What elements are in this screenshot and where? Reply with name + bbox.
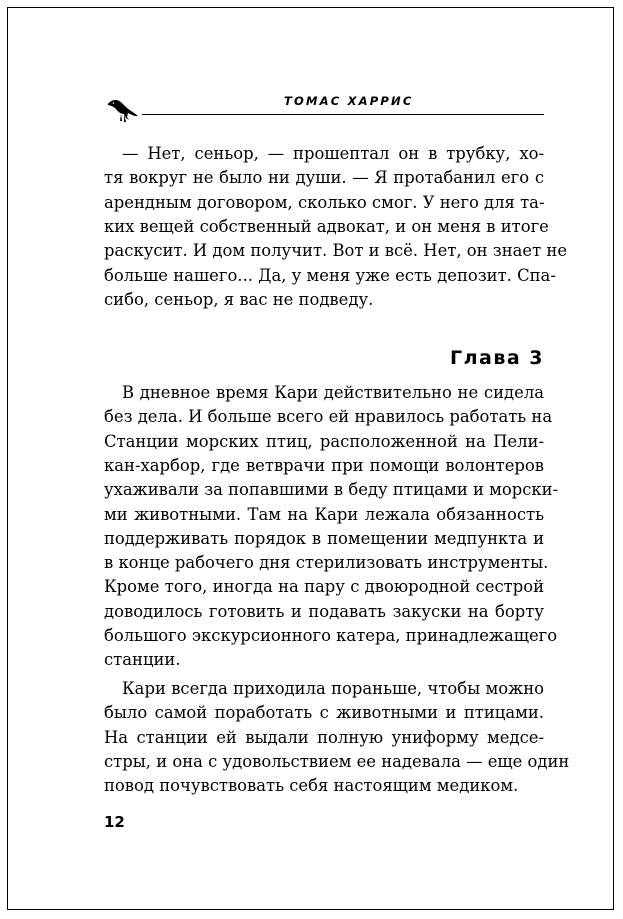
- author-name: ТОМАС ХАРРИС: [284, 94, 414, 108]
- header-rule: [142, 114, 544, 115]
- text-line: поддерживать порядок в помещении медпункта и: [104, 528, 544, 548]
- text-line: стры, и она с удовольствием ее надевала — еще один: [104, 751, 570, 771]
- text-line: — Нет, сеньор, — прошептал он в трубку, хо-: [122, 144, 544, 163]
- raven-icon: [104, 92, 140, 124]
- text-line: ких вещей собственный адвокат, и он меня в итоге: [104, 216, 549, 236]
- text-line: было самой поработать с животными и птицами.: [104, 703, 544, 723]
- text-line: арендным договором, сколько смог. У него для та-: [104, 192, 545, 212]
- text-line: тя вокруг не было ни души. — Я протабанил его с: [104, 168, 544, 188]
- text-line: без дела. И больше всего ей нравилось работать на: [104, 407, 553, 427]
- text-line: В дневное время Кари действительно не сидела: [122, 383, 544, 402]
- text-line: сибо, сеньор, я вас не подведу.: [104, 289, 374, 309]
- text-line: На станции ей выдали полную униформу медсе-: [104, 727, 544, 747]
- text-line: доводилось готовить и подавать закуски на борту: [104, 601, 544, 621]
- text-line: повод почувствовать себя настоящим медиком.: [104, 776, 519, 796]
- text-line: ми животными. Там на Кари лежала обязанность: [104, 504, 544, 524]
- chapter-title: Глава 3: [449, 347, 544, 369]
- text-line: в конце рабочего дня стерилизовать инструменты.: [104, 553, 549, 573]
- text-line: Кари всегда приходила пораньше, чтобы можно: [122, 679, 544, 698]
- text-line: станции.: [104, 650, 181, 670]
- text-line: кан-харбор, где ветврачи при помощи волонтеров: [104, 455, 544, 475]
- page-number: 12: [104, 813, 125, 831]
- text-line: Станции морских птиц, расположенной на Пели-: [104, 431, 544, 451]
- text-line: больше нашего... Да, у меня уже есть депозит. Спа-: [104, 265, 556, 285]
- text-line: Кроме того, иногда на пару с двоюродной сестрой: [104, 577, 544, 597]
- running-header: [104, 88, 544, 128]
- text-line: ухаживали за попавшими в беду птицами и морски-: [104, 480, 559, 500]
- text-line: раскусит. И дом получит. Вот и всё. Нет, он знает не: [104, 241, 568, 261]
- text-line: большого экскурсионного катера, принадлежащего: [104, 626, 558, 645]
